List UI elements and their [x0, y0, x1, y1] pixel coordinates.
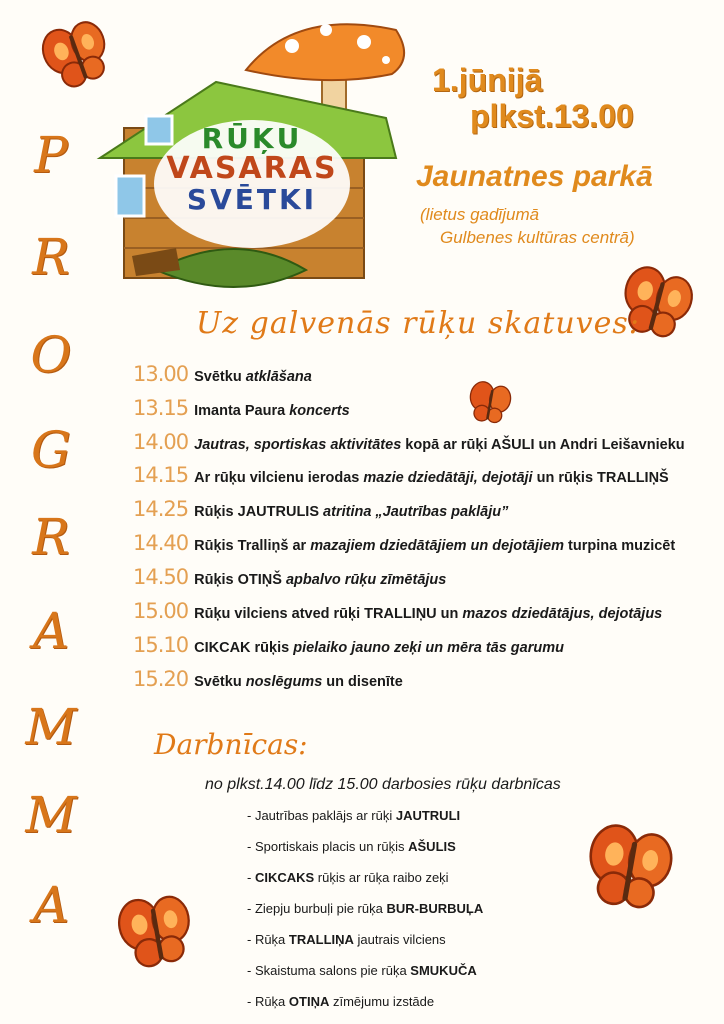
workshop-item: - Sportiskais placis un rūķis AŠULIS	[247, 839, 456, 854]
workshop-item: - CIKCAKS rūķis ar rūķa raibo zeķi	[247, 870, 449, 885]
schedule-row	[133, 463, 669, 487]
schedule-time: 13.00	[133, 362, 189, 386]
butterfly-icon	[112, 888, 202, 978]
event-time: plkst.13.00	[470, 98, 634, 134]
workshops-title: Darbnīcas:	[154, 728, 308, 761]
schedule-row	[133, 633, 564, 657]
schedule-description: Rūķis JAUTRULIS atritina „Jautrības paklāju”	[194, 504, 509, 520]
logo-line-1: RŪĶU	[201, 122, 303, 155]
butterfly-icon	[464, 378, 516, 430]
workshop-item: - Rūķa TRALLIŅA jautrais vilciens	[247, 932, 446, 947]
schedule-time: 14.25	[133, 497, 189, 521]
programma-letter: R	[32, 508, 70, 566]
schedule-row	[133, 430, 685, 454]
programma-letter: M	[25, 698, 77, 756]
schedule-row	[133, 531, 675, 555]
logo-line-2: VASARAS	[166, 151, 338, 187]
programma-letter: O	[30, 326, 72, 384]
schedule-time: 15.20	[133, 667, 189, 691]
schedule-time: 13.15	[133, 396, 189, 420]
schedule-time: 14.00	[133, 430, 189, 454]
schedule-description: Ar rūķu vilcienu ierodas mazie dziedātāji, dejotāji un rūķis TRALLIŅŠ	[194, 470, 669, 486]
schedule-time: 14.40	[133, 531, 189, 555]
schedule-description: CIKCAK rūķis pielaiko jauno zeķi un mēra tās garumu	[194, 640, 564, 656]
schedule-row	[133, 396, 350, 420]
programma-letter: M	[25, 786, 77, 844]
workshop-item: - Ziepju burbuļi pie rūķa BUR-BURBUĻA	[247, 901, 484, 916]
schedule-description: Imanta Paura koncerts	[194, 403, 350, 419]
schedule-description: Rūķis OTIŅŠ apbalvo rūķu zīmētājus	[194, 572, 447, 588]
programma-letter: A	[32, 602, 70, 660]
workshop-item: - Skaistuma salons pie rūķa SMUKUČA	[247, 963, 477, 978]
schedule-row	[133, 565, 446, 589]
programma-letter: G	[31, 421, 71, 479]
programma-letter: A	[32, 876, 70, 934]
schedule-time: 15.10	[133, 633, 189, 657]
schedule-description: Svētku atklāšana	[194, 369, 312, 385]
programma-letter: P	[34, 126, 68, 184]
logo-line-3: SVĒTKI	[186, 182, 318, 216]
event-date: 1.jūnijā	[432, 62, 543, 98]
schedule-description: Rūķis Tralliņš ar mazajiem dziedātājiem un dejotājiem turpina muzicēt	[194, 538, 676, 554]
schedule-row	[133, 599, 662, 623]
schedule-description: Jautras, sportiskas aktivitātes kopā ar rūķi AŠULI un Andri Leišavnieku	[194, 437, 685, 453]
schedule-row	[133, 497, 508, 521]
event-logo	[96, 8, 408, 298]
schedule-description: Svētku noslēgums un disenīte	[194, 674, 403, 690]
schedule-row	[133, 667, 403, 691]
rain-location-line-2: Gulbenes kultūras centrā)	[440, 228, 635, 247]
butterfly-icon	[578, 818, 682, 922]
rain-location-line-1: (lietus gadījumā	[420, 205, 540, 224]
event-location: Jaunatnes parkā	[416, 160, 653, 193]
schedule-time: 15.00	[133, 599, 189, 623]
schedule-time: 14.15	[133, 463, 189, 487]
workshop-item: - Rūķa OTIŅA zīmējumu izstāde	[247, 994, 435, 1009]
schedule-row	[133, 362, 312, 386]
workshop-item: - Jautrības paklājs ar rūķi JAUTRULI	[247, 808, 461, 823]
schedule-description: Rūķu vilciens atved rūķi TRALLIŅU un mazos dziedātājus, dejotājus	[194, 606, 663, 622]
programma-letter: R	[32, 228, 70, 286]
schedule-time: 14.50	[133, 565, 189, 589]
workshops-intro: no plkst.14.00 līdz 15.00 darbosies rūķu darbnīcas	[205, 776, 561, 793]
stage-title: Uz galvenās rūķu skatuves:	[196, 306, 640, 341]
